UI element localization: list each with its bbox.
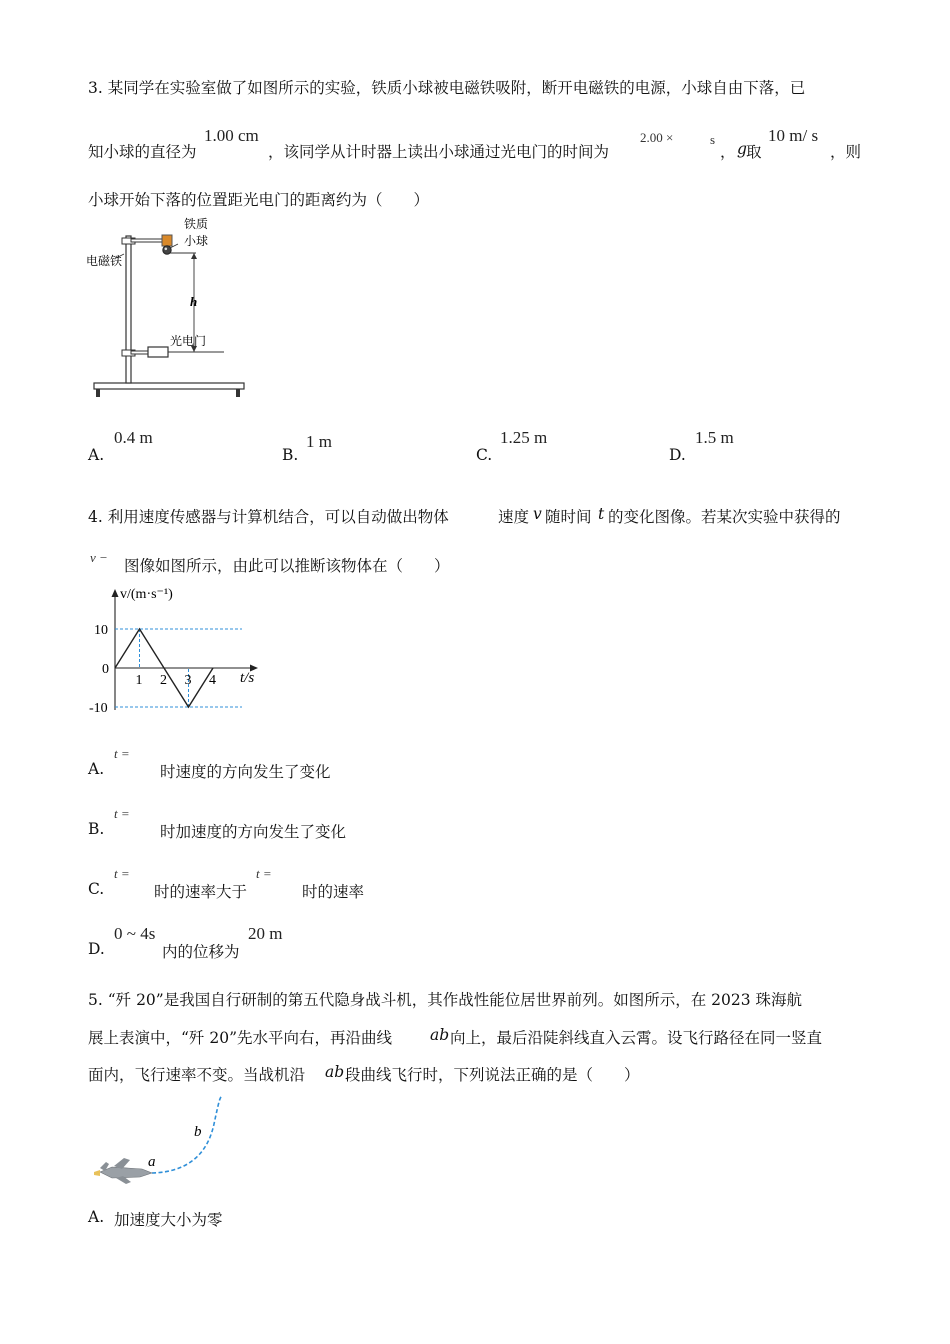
q4-option-d-math2: 20 m bbox=[248, 924, 283, 943]
q4-option-c-math2: t = bbox=[256, 866, 272, 881]
q4-option-b-text: 时加速度的方向发生了变化 bbox=[160, 823, 347, 841]
q3-line-2c: ， bbox=[720, 143, 736, 161]
q3-option-a-value: 0.4 m bbox=[114, 428, 153, 447]
x-tick-label: 3 bbox=[184, 673, 192, 688]
q4-t-var: t bbox=[598, 505, 605, 523]
q3-option-b-value: 1 m bbox=[306, 432, 332, 451]
q4-option-d-text-a: 内的位移为 bbox=[162, 943, 240, 961]
q4-option-a-letter[interactable]: A. bbox=[88, 760, 105, 778]
q3-option-b-letter[interactable]: B. bbox=[282, 446, 299, 464]
q3-line-1: 3. 某同学在实验室做了如图所示的实验，铁质小球被电磁铁吸附，断开电磁铁的电源，小球自由下落，已 bbox=[88, 79, 806, 97]
stand-base bbox=[94, 383, 244, 389]
q5-option-a-letter[interactable]: A. bbox=[88, 1208, 105, 1226]
q4-option-d-letter[interactable]: D. bbox=[88, 940, 105, 958]
q4-vt-chart bbox=[82, 584, 282, 724]
y-tick-label: 0 bbox=[102, 662, 109, 677]
q4-line-1b: 速度 bbox=[498, 508, 530, 526]
q5-flight-path-figure bbox=[90, 1094, 240, 1189]
q3-line-3: 小球开始下落的位置距光电门的距离约为（ ） bbox=[88, 191, 430, 209]
iron-ball bbox=[163, 246, 171, 254]
q4-line-2-math: v − bbox=[90, 550, 108, 565]
q4-option-b-math: t = bbox=[114, 806, 130, 821]
label-photogate: 光电门 bbox=[170, 334, 207, 348]
q4-option-c-text-a: 时的速率大于 bbox=[154, 883, 248, 901]
q3-diameter: 1.00 cm bbox=[204, 126, 259, 145]
q3-g-word: 取 bbox=[746, 143, 762, 161]
q4-option-c-math: t = bbox=[114, 866, 130, 881]
q3-option-d-letter[interactable]: D. bbox=[669, 446, 686, 464]
q3-line-2a: 知小球的直径为 bbox=[88, 143, 197, 161]
label-electromagnet: 电磁铁 bbox=[86, 254, 123, 268]
q4-line-1d: 的变化图像。若某次实验中获得的 bbox=[608, 508, 841, 526]
q3-time-tail: s bbox=[710, 132, 716, 147]
arm-top bbox=[131, 239, 164, 242]
x-tick-label: 4 bbox=[209, 673, 216, 688]
stand-pole bbox=[126, 236, 131, 383]
q3-option-c-value: 1.25 m bbox=[500, 428, 548, 447]
fighter-jet-icon bbox=[94, 1158, 152, 1184]
label-b: b bbox=[194, 1124, 202, 1140]
electromagnet bbox=[162, 235, 172, 246]
q3-option-c-letter[interactable]: C. bbox=[476, 446, 493, 464]
label-h: h bbox=[190, 294, 198, 309]
x-tick-label: 2 bbox=[160, 673, 167, 688]
q3-option-a-letter[interactable]: A. bbox=[88, 446, 105, 464]
photogate bbox=[148, 347, 168, 357]
q5-line-2b: 向上，最后沿陡斜线直入云霄。设飞行路径在同一竖直 bbox=[450, 1029, 823, 1047]
q3-option-d-value: 1.5 m bbox=[695, 428, 734, 447]
q4-line-1a: 4. 利用速度传感器与计算机结合，可以自动做出物体 bbox=[88, 508, 449, 526]
q5-line-3b: 段曲线飞行时，下列说法正确的是（ ） bbox=[345, 1066, 640, 1084]
q4-option-d-math: 0 ~ 4s bbox=[114, 924, 156, 943]
flight-path-curve bbox=[152, 1096, 222, 1173]
q3-line-2b: ，该同学从计时器上读出小球通过光电门的时间为 bbox=[268, 143, 610, 161]
q3-g-value: 10 m/ s bbox=[768, 126, 819, 145]
q5-ab-var: ab bbox=[430, 1026, 450, 1044]
q3-line-2d: ，则 bbox=[830, 143, 862, 161]
x-tick-label: 1 bbox=[135, 673, 143, 688]
q4-option-b-letter[interactable]: B. bbox=[88, 820, 105, 838]
q4-option-a-text: 时速度的方向发生了变化 bbox=[160, 763, 331, 781]
q4-v-var: v bbox=[533, 505, 542, 523]
q3-g-var: g bbox=[737, 140, 747, 158]
label-iron-ball-2: 小球 bbox=[184, 234, 209, 248]
q4-option-c-text-b: 时的速率 bbox=[302, 883, 365, 901]
q4-line-1c: 随时间 bbox=[545, 508, 592, 526]
q3-time: 2.00 × bbox=[640, 130, 674, 145]
x-axis-label: t/s bbox=[240, 670, 255, 686]
arm-bottom bbox=[131, 351, 149, 354]
label-a: a bbox=[148, 1154, 156, 1170]
q5-ab-var-2: ab bbox=[325, 1063, 345, 1081]
y-tick-label: 10 bbox=[94, 623, 108, 638]
q5-line-3a: 面内，飞行速率不变。当战机沿 bbox=[88, 1066, 306, 1084]
q4-option-a-math: t = bbox=[114, 746, 130, 761]
q3-apparatus-figure bbox=[86, 214, 276, 404]
q4-line-2: 图像如图所示，由此可以推断该物体在（ ） bbox=[124, 557, 450, 575]
q4-option-c-letter[interactable]: C. bbox=[88, 880, 105, 898]
y-tick-label: -10 bbox=[89, 701, 108, 716]
y-axis-label: v/(m·s⁻¹) bbox=[120, 587, 173, 602]
stand-foot-left bbox=[96, 389, 100, 397]
q5-line-2a: 展上表演中，“歼 20”先水平向右，再沿曲线 bbox=[88, 1029, 392, 1047]
q5-line-1: 5. “歼 20”是我国自行研制的第五代隐身战斗机，其作战性能位居世界前列。如图所示，在 2023 珠海航 bbox=[88, 991, 803, 1009]
label-iron-ball-1: 铁质 bbox=[184, 217, 209, 231]
stand-foot-right bbox=[236, 389, 240, 397]
q5-option-a-text: 加速度大小为零 bbox=[114, 1211, 223, 1229]
